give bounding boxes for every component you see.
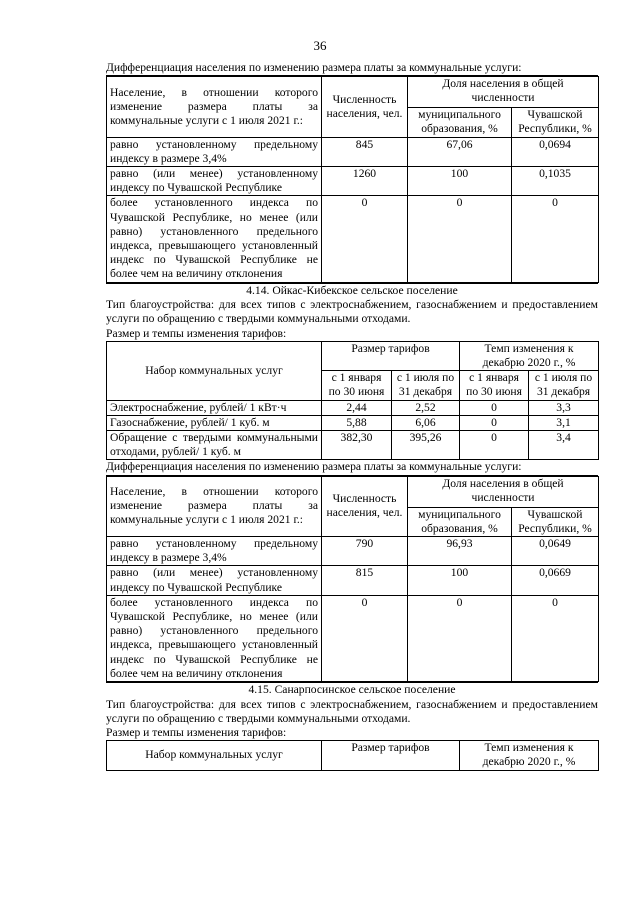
section-title-4-15: 4.15. Санарпосинское сельское поселение [106,682,598,698]
diff-header-population: Население, в отношении которого изменение размера платы за коммунальные услуги с 1 июля 2021 г.: [107,77,322,137]
tariff-table-1 [106,341,599,461]
cell-rate-1: 0 [460,415,529,430]
table-row [107,167,599,196]
cell-republic: 0,0669 [512,566,599,595]
cell-count: 1260 [322,167,408,196]
service-name: Газоснабжение, рублей/ 1 куб. м [107,415,322,430]
diff-table-2 [106,476,599,682]
cell-count: 0 [322,595,408,681]
tariff-header-period-2: с 1 июля по 31 декабря [529,371,599,400]
table-row [107,566,599,595]
tariff-header-set: Набор коммунальных услуг [107,741,322,770]
cell-rate-2: 3,1 [529,415,599,430]
diff-header-municipal: муниципального образования, % [408,108,512,137]
cell-size-2: 6,06 [392,415,460,430]
row-label: более установленного индекса по Чувашской Республике, но менее (или равно) установленного предельного индекса, превышающего установленный индекс по Чувашской Республике не более чем на величину отклонения [107,595,322,681]
cell-rate-1: 0 [460,430,529,459]
table-row [107,137,599,166]
cell-rate-2: 3,4 [529,430,599,459]
cell-size-1: 2,44 [322,400,392,415]
tariff-table-2 [106,740,599,770]
table-row [107,400,599,415]
table-row [107,536,599,565]
amenity-text-2: Тип благоустройства: для всех типов с электроснабжением, газоснабжением и предоставлением услуги по обращению с твердыми коммунальными отходами. [106,697,598,725]
diff-header-republic: Чувашской Республики, % [512,108,599,137]
cell-count: 845 [322,137,408,166]
cell-municipal: 100 [408,167,512,196]
cell-size-2: 2,52 [392,400,460,415]
table-row [107,415,599,430]
diff-header-count: Численность населения, чел. [322,476,408,536]
cell-municipal: 100 [408,566,512,595]
table-row [107,430,599,459]
row-label: равно (или менее) установленному индексу по Чувашской Республике [107,566,322,595]
cell-municipal: 0 [408,595,512,681]
section-title-4-14: 4.14. Ойкас-Кибекское сельское поселение [106,283,598,299]
cell-republic: 0,0694 [512,137,599,166]
cell-municipal: 96,93 [408,536,512,565]
cell-size-2: 395,26 [392,430,460,459]
tariff-header-period-1: с 1 января по 30 июня [322,371,392,400]
row-label: равно установленному предельному индексу в размере 3,4% [107,536,322,565]
amenity-text-1: Тип благоустройства: для всех типов с электроснабжением, газоснабжением и предоставлением услуги по обращению с твердыми коммунальными отходами. [106,298,598,326]
table-row [107,595,599,681]
cell-count: 790 [322,536,408,565]
row-label: равно установленному предельному индексу в размере 3,4% [107,137,322,166]
tariffs-caption-2: Размер и темпы изменения тарифов: [106,725,287,739]
cell-rate-2: 3,3 [529,400,599,415]
cell-size-1: 382,30 [322,430,392,459]
diff-header-share: Доля населения в общей численности [408,476,599,507]
service-name: Электроснабжение, рублей/ 1 кВт·ч [107,400,322,415]
diff-header-municipal: муниципального образования, % [408,507,512,536]
document-body [106,61,598,771]
cell-count: 815 [322,566,408,595]
cell-count: 0 [322,196,408,282]
tariff-header-rate: Темп изменения к декабрю 2020 г., % [460,341,599,370]
diff-header-population: Население, в отношении которого изменение размера платы за коммунальные услуги с 1 июля 2021 г.: [107,476,322,536]
cell-municipal: 0 [408,196,512,282]
cell-republic: 0 [512,595,599,681]
tariff-header-set: Набор коммунальных услуг [107,341,322,400]
tariff-header-period-1: с 1 января по 30 июня [460,371,529,400]
page-number: 36 [313,38,327,53]
diff-header-republic: Чувашской Республики, % [512,507,599,536]
diff-table-1 [106,76,599,282]
cell-municipal: 67,06 [408,137,512,166]
table-row [107,196,599,282]
diff-header-count: Численность населения, чел. [322,77,408,137]
cell-republic: 0,1035 [512,167,599,196]
cell-size-1: 5,88 [322,415,392,430]
tariff-header-period-2: с 1 июля по 31 декабря [392,371,460,400]
diff-header-share: Доля населения в общей численности [408,77,599,108]
tariff-header-size: Размер тарифов [322,341,460,370]
tariff-header-size: Размер тарифов [322,741,460,770]
cell-republic: 0,0649 [512,536,599,565]
tariff-header-rate: Темп изменения к декабрю 2020 г., % [460,741,599,770]
service-name: Обращение с твердыми коммунальными отходами, рублей/ 1 куб. м [107,430,322,459]
cell-rate-1: 0 [460,400,529,415]
tariffs-caption-1: Размер и темпы изменения тарифов: [106,326,287,340]
cell-republic: 0 [512,196,599,282]
row-label: более установленного индекса по Чувашской Республике, но менее (или равно) установленного предельного индекса, превышающего установленный индекс по Чувашской Республике не более чем на величину отклонения [107,196,322,282]
row-label: равно (или менее) установленному индексу по Чувашской Республике [107,167,322,196]
diff-caption-2: Дифференциация населения по изменению размера платы за коммунальные услуги: [106,460,598,475]
diff-caption-1: Дифференциация населения по изменению размера платы за коммунальные услуги: [106,61,598,76]
